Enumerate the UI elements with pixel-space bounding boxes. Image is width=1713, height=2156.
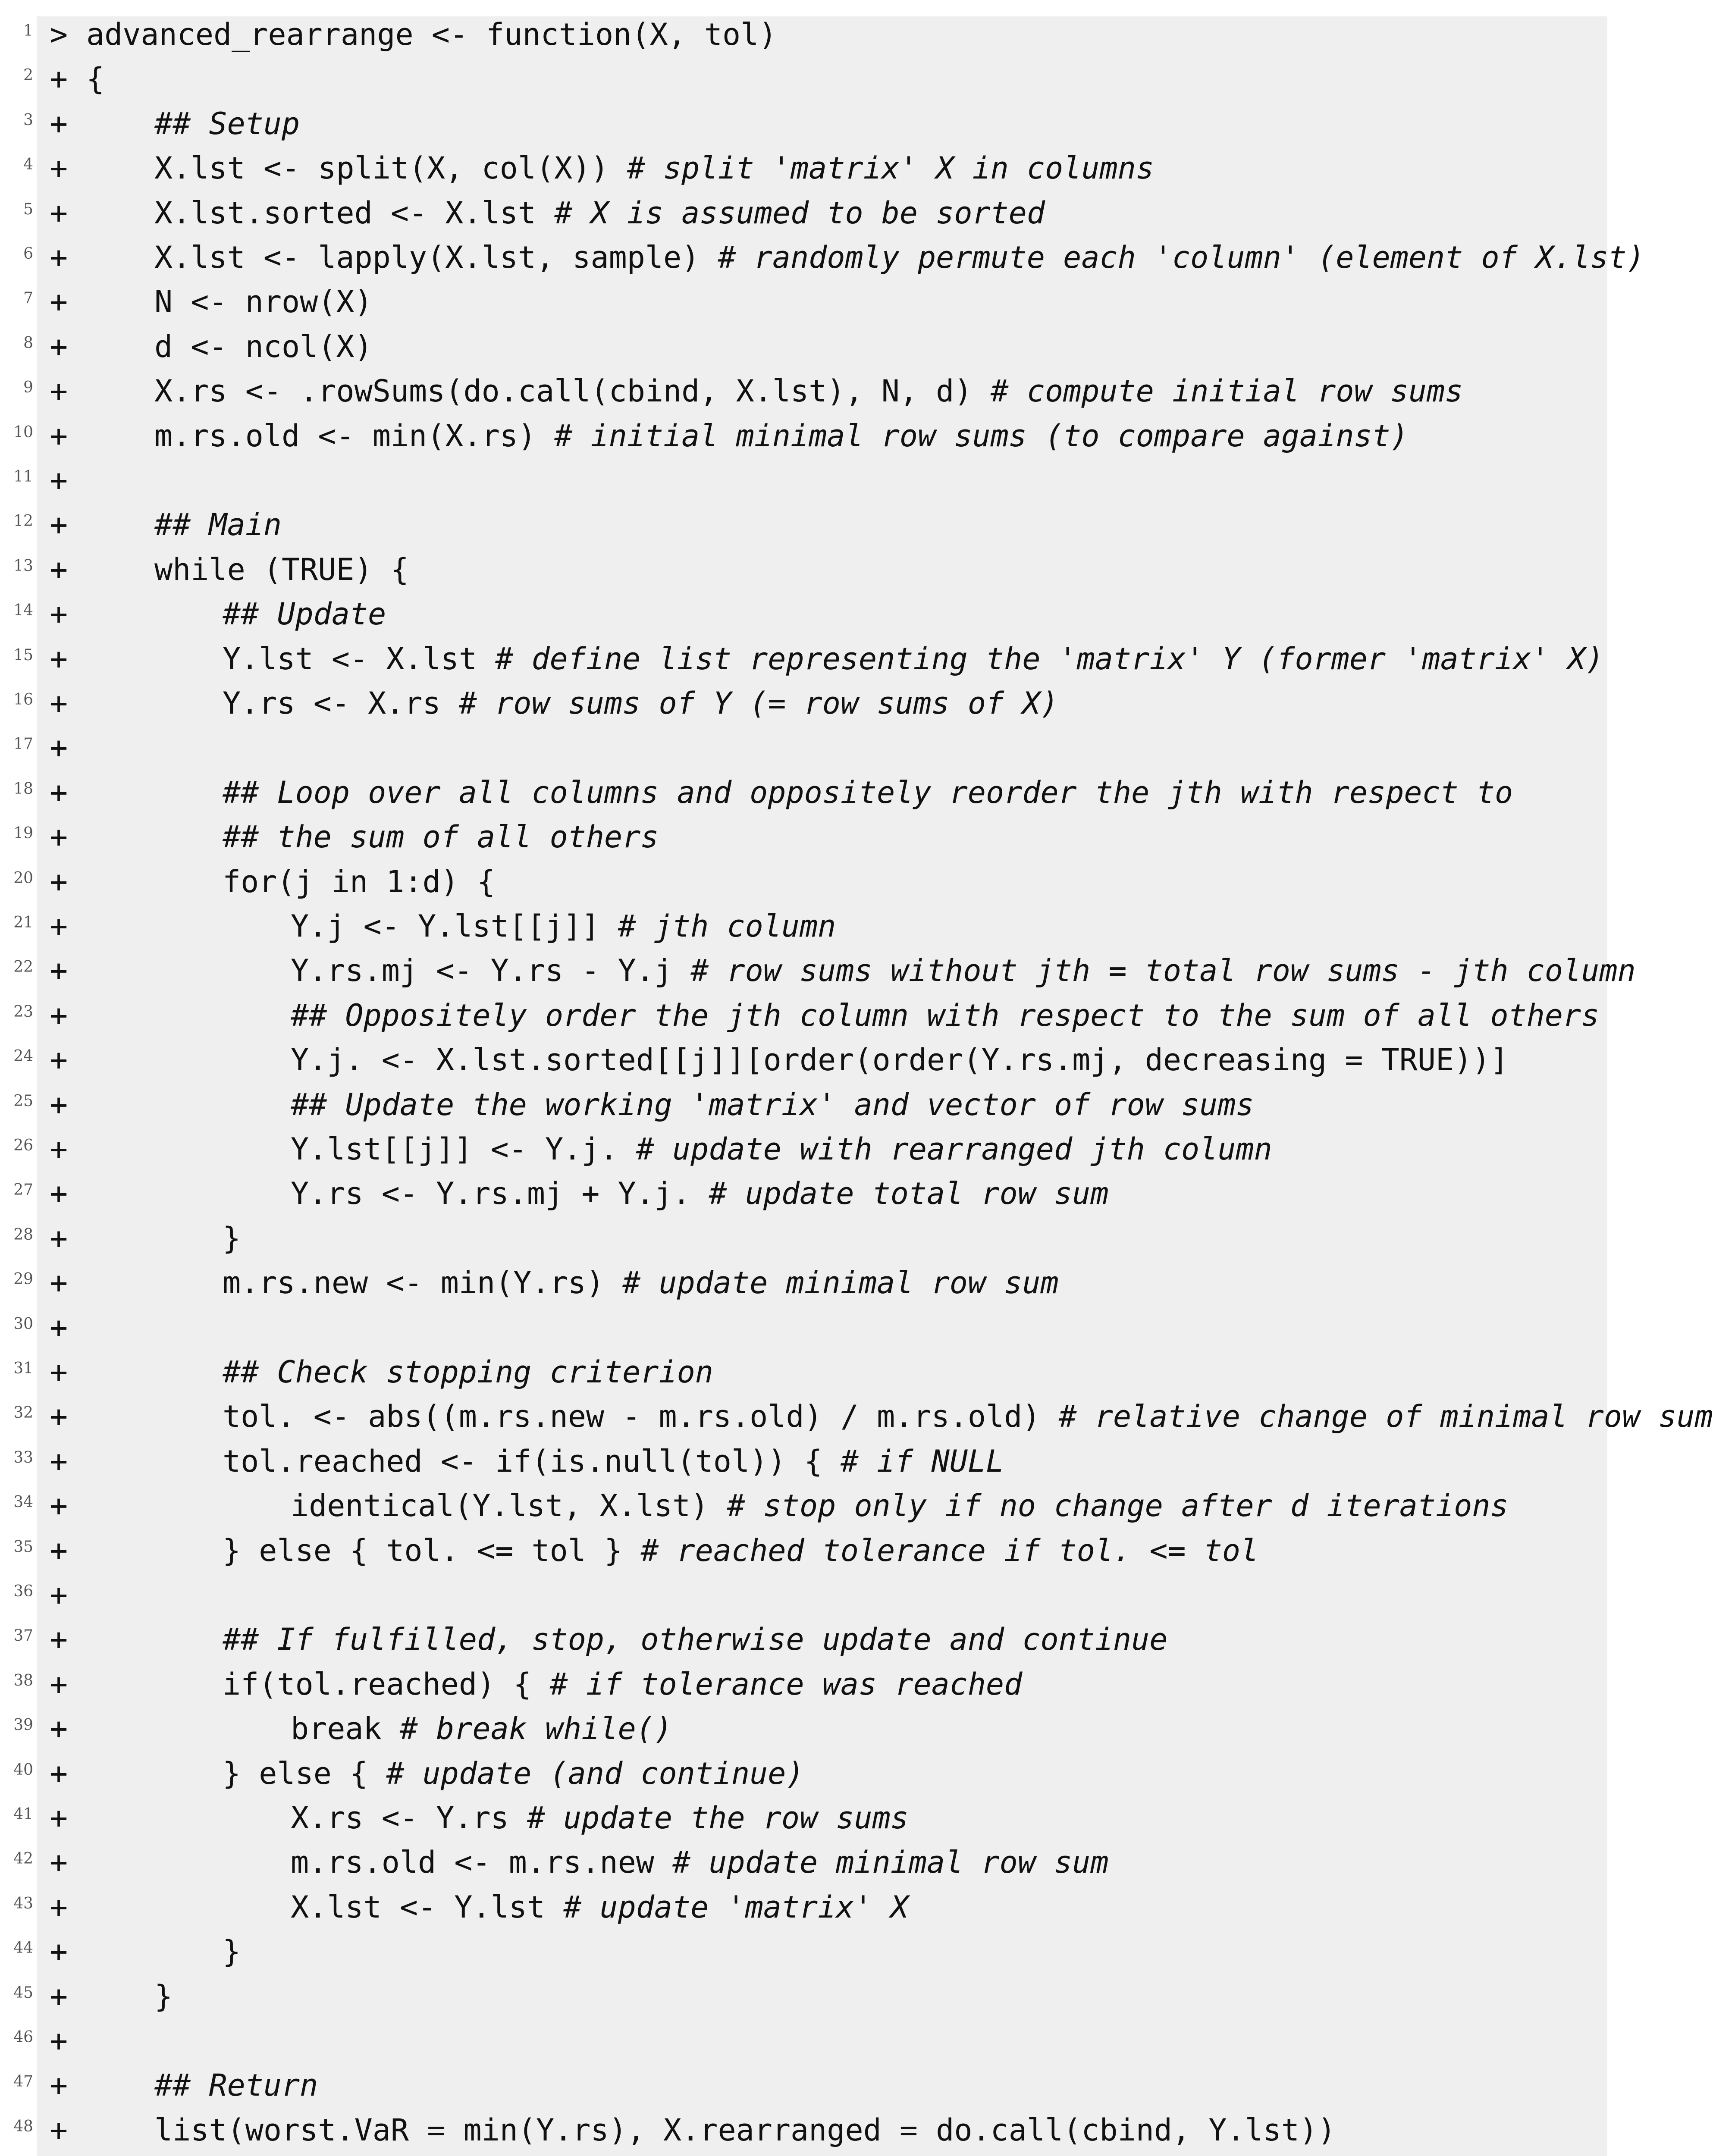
line-number: 18 [13, 780, 33, 798]
code-comment: # randomly permute each 'column' (element of X.lst) [718, 240, 1645, 275]
code-comment: ## Update the working 'matrix' and vector of row sums [291, 1087, 1254, 1122]
code-comment: ## the sum of all others [223, 819, 659, 855]
code-body [86, 61, 104, 97]
code-text: d <- ncol(X) [154, 329, 373, 364]
line-number: 14 [13, 602, 33, 620]
line-number: 2 [23, 66, 33, 85]
code-line [0, 634, 1628, 679]
code-line [0, 1660, 1628, 1705]
console-prompt: + [50, 1488, 68, 1524]
console-prompt: + [50, 284, 68, 320]
console-prompt: + [50, 2068, 68, 2103]
console-prompt: + [50, 195, 68, 231]
code-line [0, 946, 1636, 991]
code-body [154, 507, 282, 542]
code-body [291, 1042, 1509, 1078]
code-text: } [223, 1220, 241, 1256]
console-prompt: + [50, 1666, 68, 1702]
line-number: 25 [13, 1092, 33, 1110]
console-prompt: + [50, 1443, 68, 1479]
console-prompt: + [50, 150, 68, 186]
line-number: 28 [13, 1225, 33, 1244]
code-text: Y.rs.mj <- Y.rs - Y.j [291, 953, 691, 989]
console-prompt: + [50, 1889, 68, 1925]
console-prompt: + [50, 1577, 68, 1613]
console-prompt: + [50, 596, 68, 632]
console-prompt: + [50, 106, 68, 141]
code-line [0, 679, 1628, 724]
code-comment: # initial minimal row sums (to compare against) [554, 418, 1409, 454]
line-number: 43 [13, 1894, 33, 1912]
code-line [0, 1749, 1628, 1794]
code-line [0, 1793, 1628, 1838]
console-prompt: + [50, 1845, 68, 1880]
code-text: Y.j. <- X.lst.sorted[[j]][order(order(Y.rs.mj, decreasing = TRUE))] [291, 1042, 1509, 1078]
code-text: m.rs.old <- m.rs.new [291, 1845, 673, 1880]
code-text: identical(Y.lst, X.lst) [291, 1488, 727, 1524]
code-body [86, 17, 777, 52]
line-number: 1 [23, 22, 33, 40]
line-number: 47 [13, 2073, 33, 2091]
code-line [0, 322, 1628, 367]
console-prompt: + [50, 1042, 68, 1078]
code-line [0, 812, 1628, 857]
line-number: 22 [13, 958, 33, 976]
line-number: 39 [13, 1716, 33, 1734]
console-prompt: + [50, 373, 68, 409]
code-line [0, 144, 1628, 188]
code-body [291, 1176, 1108, 1211]
code-line [0, 1214, 1628, 1259]
line-number: 44 [13, 1939, 33, 1957]
code-comment: # update (and continue) [386, 1755, 804, 1791]
code-comment: # row sums without jth = total row sums - jth column [690, 953, 1636, 989]
console-prompt: + [50, 61, 68, 97]
code-comment: # update minimal row sum [672, 1845, 1109, 1880]
code-body [291, 1845, 1108, 1880]
line-number: 15 [13, 646, 33, 664]
line-number: 10 [13, 423, 33, 441]
code-comment: ## Update [223, 596, 386, 632]
line-number: 4 [23, 156, 33, 174]
code-text: Y.j <- Y.lst[[j]] [291, 909, 618, 944]
line-number: 48 [13, 2117, 33, 2135]
console-prompt: + [50, 1622, 68, 1658]
line-number: 30 [13, 1315, 33, 1333]
line-number: 6 [23, 245, 33, 263]
code-text: for(j in 1:d) { [223, 864, 496, 899]
code-text: if(tol.reached) { [223, 1666, 550, 1702]
line-number: 32 [13, 1404, 33, 1422]
code-comment: ## Setup [154, 106, 300, 141]
code-text: X.lst <- lapply(X.lst, sample) [154, 240, 718, 275]
code-body [154, 2112, 1336, 2148]
line-number: 41 [13, 1805, 33, 1823]
code-body [223, 1221, 241, 1256]
code-line [0, 2061, 1628, 2106]
line-number: 19 [13, 824, 33, 843]
console-prompt: + [50, 1755, 68, 1791]
code-comment: # if tolerance was reached [549, 1666, 1023, 1702]
code-body [291, 998, 1599, 1033]
code-text: X.lst <- split(X, col(X)) [154, 150, 627, 186]
line-number: 24 [13, 1047, 33, 1065]
code-body [223, 1444, 1004, 1479]
code-comment: # update the row sums [527, 1800, 909, 1836]
code-body [154, 240, 1645, 275]
code-comment: # update 'matrix' X [563, 1889, 909, 1925]
code-body [291, 1890, 909, 1925]
line-number: 38 [13, 1671, 33, 1689]
code-comment: # update minimal row sum [622, 1265, 1059, 1301]
code-line [0, 1704, 1628, 1749]
code-line [0, 1169, 1628, 1214]
code-text: Y.rs <- X.rs [223, 686, 459, 721]
code-line [0, 1125, 1628, 1169]
code-line [0, 857, 1628, 902]
console-prompt: + [50, 418, 68, 454]
code-text: } else { tol. <= tol } [223, 1532, 641, 1568]
line-number: 8 [23, 334, 33, 352]
console-prompt: + [50, 997, 68, 1033]
console-prompt: + [50, 819, 68, 855]
line-number: 42 [13, 1850, 33, 1868]
code-body [291, 1087, 1254, 1122]
code-body [154, 418, 1409, 454]
line-number: 29 [13, 1270, 33, 1288]
code-line [0, 768, 1628, 813]
code-line [0, 1883, 1628, 1927]
code-text: tol. <- abs((m.rs.new - m.rs.old) / m.rs.old) [223, 1399, 1059, 1435]
code-line [0, 1348, 1628, 1392]
line-number: 45 [13, 1984, 33, 2002]
console-prompt: + [50, 909, 68, 944]
code-comment: # row sums of Y (= row sums of X) [458, 686, 1059, 721]
console-prompt: + [50, 463, 68, 498]
code-body [291, 1711, 672, 1746]
code-comment: # split 'matrix' X in columns [627, 150, 1154, 186]
code-comment: # stop only if no change after d iterations [727, 1488, 1509, 1524]
line-number: 23 [13, 1003, 33, 1021]
code-line [0, 411, 1628, 456]
code-comment: # update total row sum [709, 1176, 1109, 1212]
code-line [0, 99, 1628, 144]
code-comment: ## Oppositely order the jth column with respect to the sum of all others [291, 997, 1600, 1033]
console-prompt: + [50, 1399, 68, 1435]
code-text: Y.lst[[j]] <- Y.j. [291, 1131, 636, 1167]
code-line [0, 545, 1628, 590]
console-prompt: + [50, 1220, 68, 1256]
code-comment: # define list representing the 'matrix' Y (former 'matrix' X) [495, 641, 1604, 677]
line-number: 36 [13, 1583, 33, 1600]
code-body [223, 1533, 1258, 1568]
code-text: advanced_rearrange <- function(X, tol) [86, 17, 777, 52]
line-number: 37 [13, 1627, 33, 1645]
code-line [0, 589, 1628, 634]
console-prompt: + [50, 2112, 68, 2148]
code-body [154, 552, 409, 587]
code-text: m.rs.new <- min(Y.rs) [223, 1265, 623, 1301]
line-number: 46 [13, 2028, 33, 2046]
console-prompt: + [50, 641, 68, 677]
code-body [223, 1756, 804, 1791]
code-line [0, 1838, 1628, 1883]
code-body [223, 641, 1604, 677]
code-line [0, 1080, 1628, 1125]
code-text: list(worst.VaR = min(Y.rs), X.rearranged = do.call(cbind, Y.lst)) [154, 2112, 1336, 2148]
code-text: X.rs <- Y.rs [291, 1800, 527, 1836]
code-body [223, 819, 659, 855]
console-prompt: + [50, 1265, 68, 1301]
line-number: 27 [13, 1181, 33, 1199]
line-number: 33 [13, 1448, 33, 1467]
code-text: while (TRUE) { [154, 552, 409, 587]
code-line [0, 233, 1645, 278]
code-body [291, 1800, 909, 1836]
console-prompt: + [50, 1176, 68, 1212]
console-prompt: + [50, 507, 68, 543]
code-body [223, 1354, 713, 1390]
code-text: X.lst.sorted <- X.lst [154, 195, 555, 231]
line-number: 17 [13, 735, 33, 753]
code-body [154, 373, 1463, 409]
code-line [0, 1615, 1628, 1660]
code-line [0, 1570, 1628, 1615]
line-number: 11 [13, 468, 33, 486]
code-text: break [291, 1711, 400, 1747]
console-prompt: + [50, 774, 68, 810]
code-body [223, 596, 386, 632]
code-line [0, 277, 1628, 322]
code-body [154, 284, 373, 320]
console-prompt: > [50, 17, 68, 52]
code-body [223, 1622, 1167, 1657]
code-line [0, 188, 1628, 233]
code-text: m.rs.old <- min(X.rs) [154, 418, 555, 454]
code-body [223, 1265, 1059, 1300]
console-prompt: + [50, 1532, 68, 1568]
code-body [154, 1979, 173, 2014]
code-comment: ## Check stopping criterion [223, 1354, 713, 1390]
code-comment: # relative change of minimal row sum [1058, 1399, 1713, 1435]
code-text: Y.rs <- Y.rs.mj + Y.j. [291, 1176, 709, 1212]
line-number: 31 [13, 1360, 33, 1377]
code-comment: ## Return [154, 2068, 318, 2103]
console-prompt: + [50, 2023, 68, 2059]
code-line [0, 2150, 1628, 2156]
line-number: 7 [23, 289, 33, 307]
console-prompt: + [50, 1131, 68, 1167]
code-text: { [86, 61, 105, 97]
code-line [0, 54, 1628, 99]
console-prompt: + [50, 1978, 68, 2014]
code-line [0, 902, 1628, 946]
code-comment: # X is assumed to be sorted [554, 195, 1045, 231]
code-body [291, 1488, 1509, 1523]
console-prompt: + [50, 552, 68, 587]
code-line [0, 1303, 1628, 1348]
code-comment: # reached tolerance if tol. <= tol [640, 1532, 1259, 1568]
code-body [154, 2068, 318, 2103]
line-number: 5 [23, 200, 33, 218]
code-line [0, 367, 1628, 411]
console-prompt: + [50, 1800, 68, 1836]
code-line [0, 456, 1628, 501]
console-prompt: + [50, 329, 68, 364]
code-line [0, 500, 1628, 545]
code-line [0, 10, 1628, 55]
code-line [0, 2106, 1628, 2150]
console-prompt: + [50, 730, 68, 766]
line-number: 21 [13, 914, 33, 931]
line-number: 13 [13, 557, 33, 575]
code-body [154, 106, 300, 141]
line-number: 35 [13, 1538, 33, 1556]
console-prompt: + [50, 240, 68, 275]
code-comment: # jth column [618, 909, 836, 944]
code-comment: ## Main [154, 507, 282, 543]
code-body [154, 150, 1154, 186]
console-prompt: + [50, 953, 68, 989]
console-prompt: + [50, 1934, 68, 1970]
code-body [154, 195, 1045, 231]
code-line [0, 1481, 1628, 1526]
code-text: } [154, 1978, 173, 2014]
code-text: tol.reached <- if(is.null(tol)) { [223, 1443, 841, 1479]
code-text: X.rs <- .rowSums(do.call(cbind, X.lst), N, d) [154, 373, 991, 409]
code-comment: # break while() [399, 1711, 673, 1747]
code-body [154, 329, 373, 364]
code-body [223, 1399, 1713, 1434]
code-comment: # update with rearranged jth column [636, 1131, 1272, 1167]
line-number: 40 [13, 1761, 33, 1779]
console-prompt: + [50, 864, 68, 899]
console-prompt: + [50, 1310, 68, 1345]
code-line [0, 1437, 1628, 1482]
code-body [291, 953, 1636, 988]
code-line [0, 1392, 1713, 1437]
code-comment: # if NULL [840, 1443, 1004, 1479]
code-line [0, 1258, 1628, 1303]
console-prompt: + [50, 1354, 68, 1390]
line-number: 16 [13, 691, 33, 708]
code-line [0, 2016, 1628, 2061]
code-line [0, 991, 1628, 1036]
code-body [223, 775, 1513, 810]
console-prompt: + [50, 1087, 68, 1122]
code-line [0, 1972, 1628, 2017]
code-text: N <- nrow(X) [154, 284, 373, 320]
code-body [223, 1667, 1022, 1702]
line-number: 12 [13, 512, 33, 530]
code-text: } [223, 1934, 241, 1970]
code-body [291, 909, 836, 944]
line-number: 34 [13, 1493, 33, 1511]
code-text: Y.lst <- X.lst [223, 641, 496, 677]
code-line [0, 1526, 1628, 1571]
console-prompt: + [50, 1711, 68, 1747]
code-line [0, 723, 1628, 768]
console-prompt: + [50, 686, 68, 721]
code-comment: ## Loop over all columns and oppositely reorder the jth with respect to [223, 774, 1513, 810]
line-number: 9 [23, 379, 33, 397]
code-line [0, 1927, 1628, 1972]
line-number: 26 [13, 1137, 33, 1154]
code-text: X.lst <- Y.lst [291, 1889, 564, 1925]
code-text: } else { [223, 1755, 386, 1791]
line-number: 3 [23, 111, 33, 129]
code-comment: # compute initial row sums [990, 373, 1463, 409]
code-comment: ## If fulfilled, stop, otherwise update and continue [223, 1622, 1168, 1658]
code-body [223, 686, 1059, 721]
code-body [223, 1934, 241, 1969]
code-line [0, 1035, 1628, 1080]
code-body [223, 864, 495, 899]
line-number: 20 [13, 869, 33, 887]
code-body [291, 1131, 1272, 1167]
